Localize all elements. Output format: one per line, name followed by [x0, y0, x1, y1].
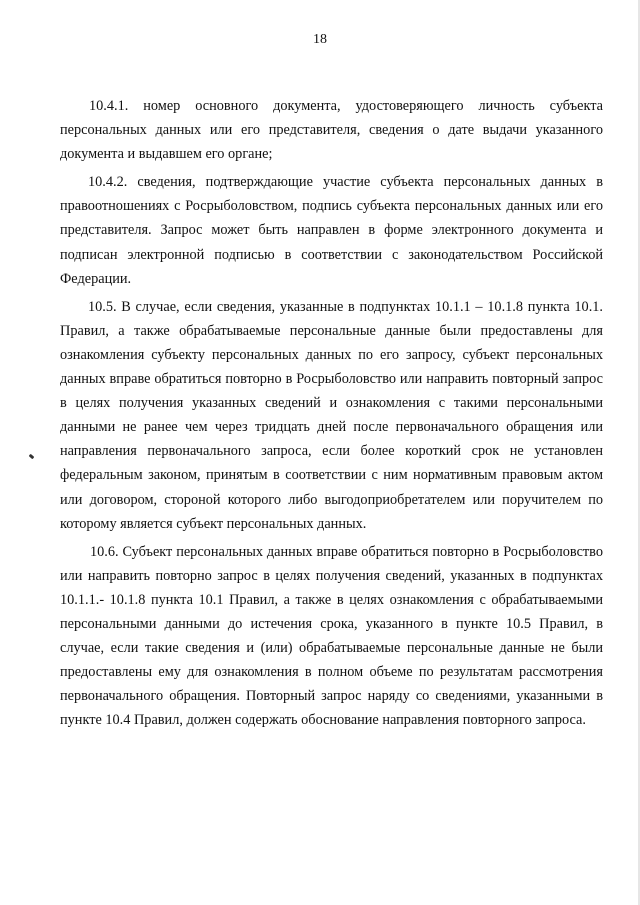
- margin-mark: [29, 454, 35, 460]
- paragraph-10-4-1: 10.4.1. номер основного документа, удостоверяющего личность субъекта персональных данных или его представителя, сведения о дате выдачи указанного документа и выдавшем его органе;: [60, 98, 603, 163]
- page-number: 18: [313, 32, 327, 47]
- paragraph-10-6: 10.6. Субъект персональных данных вправе обратиться повторно в Росрыболовство или направить повторно запрос в целях получения сведений, указанных в подпунктах 10.1.1.- 10.1.8 пункта 10.1 Правил, а также в целях ознакомления с обрабатываемыми персональными данными до истечения срока, указанного в пункте 10.5 Правил, в случае, если такие сведения и (или) обрабатываемые персональные данные не были предоставлены ему для ознакомления в полном объеме по результатам рассмотрения первоначального обращения. Повторный запрос наряду со сведениями, указанными в пункте 10.4 Правил, должен содержать обоснование направления повторного запроса.: [60, 543, 603, 729]
- paragraph-10-4-2: 10.4.2. сведения, подтверждающие участие субъекта персональных данных в правоотношениях с Росрыболовством, подпись субъекта персональных данных или его представителя. Запрос может быть направлен в форме электронного документа и подписан электронной подписью в соответствии с законодательством Российской Федерации.: [60, 174, 603, 287]
- document-body: [60, 94, 603, 736]
- paragraph-10-5: 10.5. В случае, если сведения, указанные в подпунктах 10.1.1 – 10.1.8 пункта 10.1. Правил, а также обрабатываемые персональные данные были предоставлены для ознакомления субъекту персональных данных по его запросу, субъект персональных данных вправе обратиться повторно в Росрыболовство или направить повторный запрос в целях получения указанных сведений и ознакомления с такими персональными данными не ранее чем через тридцать дней после первоначального обращения или направления первоначального запроса, если более короткий срок не установлен федеральным законом, принятым в соответствии с ним нормативным правовым актом или договором, стороной которого либо выгодоприобретателем или поручителем по которому является субъект персональных данных.: [60, 298, 603, 532]
